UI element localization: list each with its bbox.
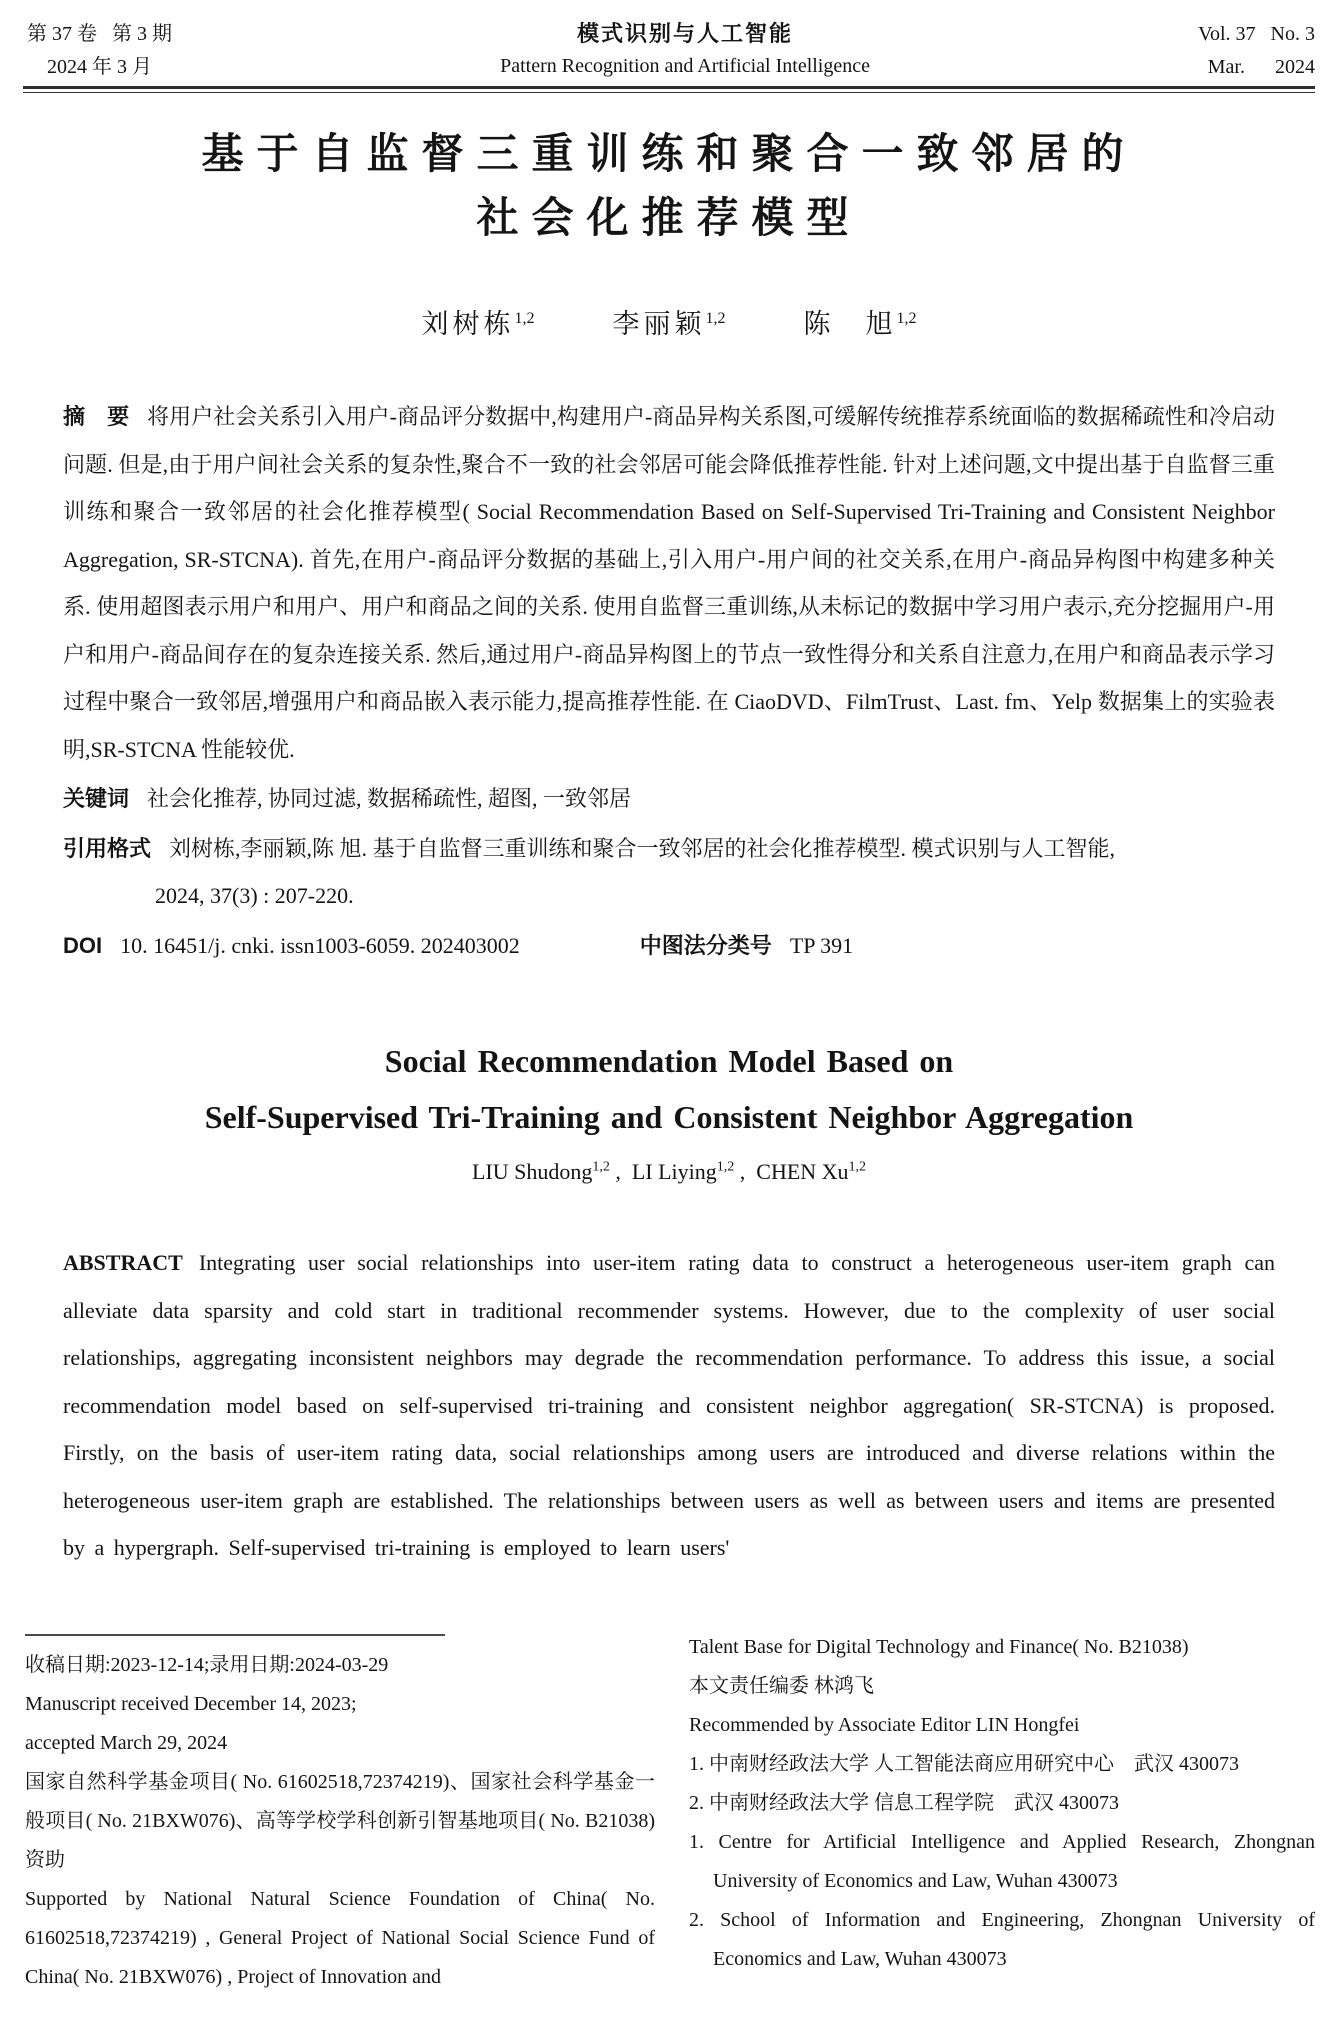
footnote-right-column [689, 1628, 1315, 1997]
footnote-block [25, 1628, 1315, 1997]
date-cn: 2024 年 3 月 [47, 56, 152, 78]
doi-value: 10. 16451/j. cnki. issn1003-6059. 202403002 [120, 932, 520, 958]
volume-issue-en-block [1198, 18, 1315, 84]
received-dates-cn: 收稿日期:2023-12-14;录用日期:2024-03-29 [25, 1654, 389, 1676]
received-date-en: Manuscript received December 14, 2023; [25, 1693, 357, 1715]
keywords-line [63, 775, 1275, 823]
author-cn-1-affil: 1,2 [514, 310, 535, 327]
footnote-rule [25, 1634, 445, 1636]
author-en-1: LIU Shudong$^{1,2}$ , [471, 1159, 632, 1184]
citation-label: 引用格式 [63, 835, 152, 861]
volume-issue-en: Vol. 37 No. 3 [1198, 23, 1315, 45]
paper-title-cn-line1: 基于自监督三重训练和聚合一致邻居的 [201, 130, 1137, 177]
abstract-cn-label: 摘 要 [63, 404, 130, 429]
journal-title-block [500, 18, 870, 82]
citation-text-line1: 刘树栋,李丽颖,陈 旭. 基于自监督三重训练和聚合一致邻居的社会化推荐模型. 模式识别与人工智能, [169, 835, 1116, 861]
funding-en-continued: Talent Base for Digital Technology and Finance( No. B21038) [689, 1636, 1189, 1658]
affiliation-1-cn: 1. 中南财经政法大学 人工智能法商应用研究中心 武汉 430073 [689, 1753, 1239, 1775]
author-cn-2: 李丽颖$^{1,2}$ [612, 309, 726, 339]
clc-label: 中图法分类号 [639, 932, 772, 958]
funding-cn: 国家自然科学基金项目( No. 61602518,72374219)、国家社会科学基金一般项目( No. 21BXW076)、高等学校学科创新引智基地项目( No. B21038)资助 [25, 1771, 655, 1871]
abstract-cn-text: 将用户社会关系引入用户-商品评分数据中,构建用户-商品异构关系图,可缓解传统推荐系统面临的数据稀疏性和冷启动问题. 但是,由于用户间社会关系的复杂性,聚合不一致的社会邻居可能会降低推荐性能. 针对上述问题,文中提出基于自监督三重训练和聚合一致邻居的社会化推荐模型( Social Recommendation Based on Self-Supervised Tri-Training and Consistent Neighbor Aggregation, SR-STCNA). 首先,在用户-商品评分数据的基础上,引入用户-用户间的社交关系,在用户-商品异构图中构建多种关系. 使用超图表示用户和用户、用户和商品之间的关系. 使用自监督三重训练,从未标记的数据中学习用户表示,充分挖掘用户-用户和用户-商品间存在的复杂连接关系. 然后,通过用户-商品异构图上的节点一致性得分和关系自注意力,在用户和商品表示学习过程中聚合一致邻居,增强用户和商品嵌入表示能力,提高推荐性能. 在 CiaoDVD、FilmTrust、Last. fm、Yelp 数据集上的实验表明,SR-STCNA 性能较优. [63, 404, 1275, 762]
author-cn-3-affil: 1,2 [896, 310, 917, 327]
footnote-left-column [25, 1628, 655, 1997]
accepted-date-en: accepted March 29, 2024 [25, 1732, 228, 1754]
keywords-text: 社会化推荐, 协同过滤, 数据稀疏性, 超图, 一致邻居 [147, 786, 632, 811]
paper-title-en-line1: Social Recommendation Model Based on [384, 1043, 954, 1079]
authors-cn [63, 302, 1275, 341]
clc-block [640, 922, 853, 970]
author-cn-3: 陈 旭$^{1,2}$ [803, 309, 917, 339]
journal-title-en: Pattern Recognition and Artificial Intelligence [500, 55, 870, 77]
abstract-en-text: Integrating user social relationships into user-item rating data to construct a heterogeneous user-item graph can alleviate data sparsity and cold start in traditional recommender systems. However, due to the complexity of user social relationships, aggregating inconsistent neighbors may degrade the recommendation performance. To address this issue, a social recommendation model based on self-supervised tri-training and consistent neighbor aggregation( SR-STCNA) is proposed. Firstly, on the basis of user-item rating data, social relationships among users are introduced and diverse relations within the heterogeneous user-item graph are established. The relationships between users as well as between users and items are presented by a hypergraph. Self-supervised tri-training is employed to learn users' [63, 1250, 1275, 1560]
author-en-1-affil: 1,2 [592, 1159, 610, 1175]
author-en-3: CHEN Xu$^{1,2}$ [756, 1159, 867, 1184]
abstract-en-label: ABSTRACT [63, 1250, 183, 1275]
clc-value: TP 391 [789, 932, 854, 958]
doi-line [63, 922, 1275, 970]
doi-label: DOI [63, 932, 103, 958]
author-cn-2-affil: 1,2 [705, 310, 726, 327]
editor-note-en: Recommended by Associate Editor LIN Hongfei [689, 1714, 1080, 1736]
author-cn-1: 刘树栋$^{1,2}$ [421, 309, 535, 339]
volume-issue-block [27, 18, 172, 84]
journal-header [27, 18, 1315, 84]
authors-en [63, 1159, 1275, 1185]
author-en-2-affil: 1,2 [716, 1159, 735, 1175]
affiliation-2-cn: 2. 中南财经政法大学 信息工程学院 武汉 430073 [689, 1792, 1119, 1814]
abstract-en [63, 1239, 1275, 1572]
author-en-2: LI Liying$^{1,2}$ , [631, 1159, 757, 1184]
journal-title-cn: 模式识别与人工智能 [577, 21, 794, 46]
paper-title-cn [63, 122, 1275, 250]
citation-line1 [63, 825, 1275, 873]
paper-title-en [63, 1033, 1275, 1145]
author-en-3-affil: 1,2 [848, 1159, 867, 1175]
affiliation-1-en: 1. Centre for Artificial Intelligence and Applied Research, Zhongnan University of Economics and Law, Wuhan 430073 [689, 1831, 1315, 1892]
affiliation-2-en: 2. School of Information and Engineering, Zhongnan University of Economics and Law, Wuhan 430073 [689, 1909, 1315, 1970]
keywords-label: 关键词 [63, 786, 130, 811]
date-en: Mar. 2024 [1207, 56, 1315, 78]
editor-note-cn: 本文责任编委 林鸿飞 [689, 1675, 874, 1697]
abstract-cn [63, 393, 1275, 773]
volume-issue-cn: 第 37 卷 第 3 期 [27, 23, 172, 45]
paper-title-en-line2: Self-Supervised Tri-Training and Consistent Neighbor Aggregation [204, 1099, 1134, 1135]
citation-line2: 2024, 37(3) : 207-220. [155, 883, 354, 908]
paper-title-cn-line2: 社会化推荐模型 [476, 194, 862, 241]
main-column [63, 86, 1275, 1572]
funding-en: Supported by National Natural Science Foundation of China( No. 61602518,72374219) , General Project of National Social Science Fund of China( No. 21BXW076) , Project of Innovation and [25, 1888, 655, 1988]
